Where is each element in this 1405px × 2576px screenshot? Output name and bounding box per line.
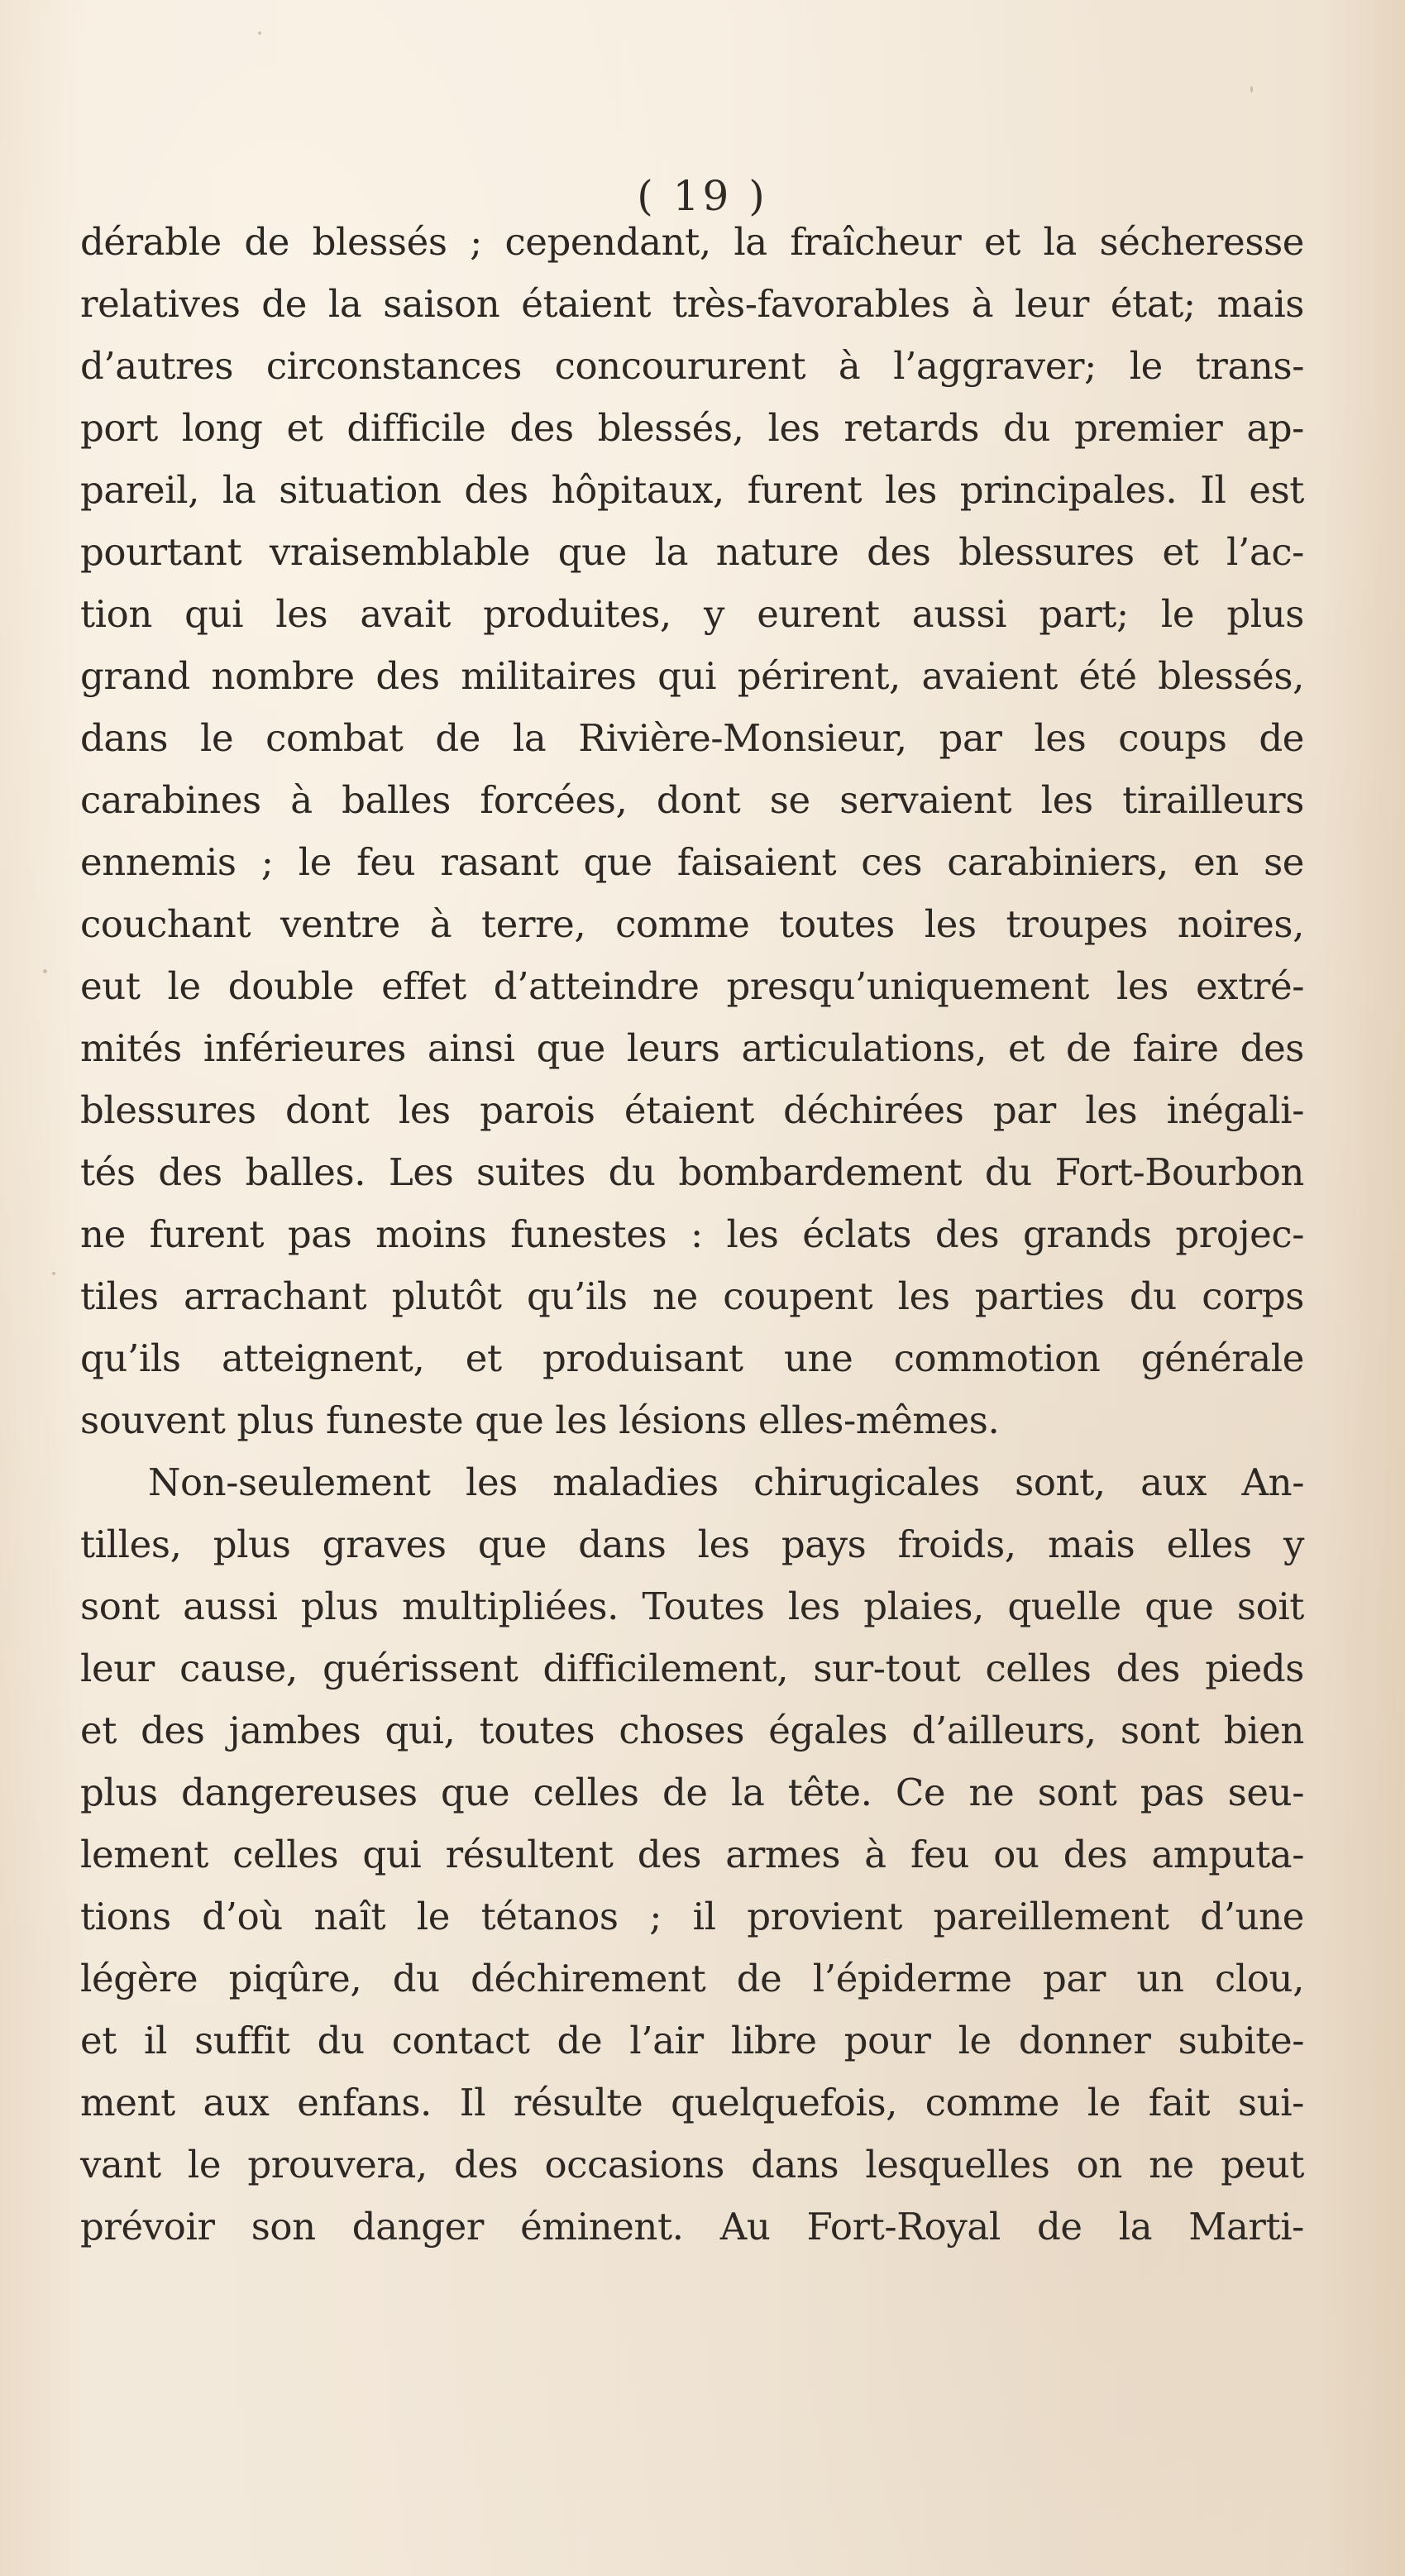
text-line: légère piqûre, du déchirement de l’épiderme par un clou,	[80, 1957, 1304, 2000]
text-line: pourtant vraisemblable que la nature des blessures et l’ac-	[80, 530, 1304, 574]
text-line: dans le combat de la Rivière-Monsieur, par les coups de	[80, 716, 1304, 760]
text-line: tiles arrachant plutôt qu’ils ne coupent les parties du corps	[80, 1274, 1304, 1318]
paper-speck	[52, 1272, 55, 1275]
paper-speck	[1250, 86, 1253, 93]
text-line: carabines à balles forcées, dont se servaient les tirailleurs	[80, 778, 1304, 822]
text-line: ment aux enfans. Il résulte quelquefois, comme le fait sui-	[80, 2081, 1304, 2124]
text-line: eut le double effet d’atteindre presqu’uniquement les extré-	[80, 964, 1304, 1008]
text-line: et des jambes qui, toutes choses égales d’ailleurs, sont bien	[80, 1709, 1304, 1752]
text-line: tion qui les avait produites, y eurent aussi part; le plus	[80, 592, 1304, 636]
text-line: ne furent pas moins funestes : les éclats des grands projec-	[80, 1212, 1304, 1256]
text-line: couchant ventre à terre, comme toutes les troupes noires,	[80, 902, 1304, 946]
text-line: relatives de la saison étaient très-favorables à leur état; mais	[80, 282, 1304, 326]
text-line: plus dangereuses que celles de la tête. Ce ne sont pas seu-	[80, 1771, 1304, 1814]
text-line: grand nombre des militaires qui périrent, avaient été blessés,	[80, 654, 1304, 698]
text-line: tilles, plus graves que dans les pays froids, mais elles y	[80, 1522, 1304, 1566]
text-line: blessures dont les parois étaient déchirées par les inégali-	[80, 1088, 1304, 1132]
text-line: lement celles qui résultent des armes à feu ou des amputa-	[80, 1833, 1304, 1876]
text-line: dérable de blessés ; cependant, la fraîcheur et la sécheresse	[80, 220, 1304, 264]
text-line: port long et difficile des blessés, les retards du premier ap-	[80, 406, 1304, 450]
text-line: et il suffit du contact de l’air libre pour le donner subite-	[80, 2019, 1304, 2062]
paper-speck	[258, 31, 261, 35]
text-line: leur cause, guérissent difficilement, sur-tout celles des pieds	[80, 1646, 1304, 1690]
text-line: d’autres circonstances concoururent à l’aggraver; le trans-	[80, 344, 1304, 388]
page-number: ( 19 )	[637, 172, 768, 220]
text-line: sont aussi plus multipliées. Toutes les plaies, quelle que soit	[80, 1584, 1304, 1628]
body-text	[80, 211, 1304, 2258]
text-line: mités inférieures ainsi que leurs articulations, et de faire des	[80, 1026, 1304, 1070]
text-line: pareil, la situation des hôpitaux, furent les principales. Il est	[80, 468, 1304, 512]
text-line: qu’ils atteignent, et produisant une commotion générale	[80, 1336, 1304, 1380]
text-line: tions d’où naît le tétanos ; il provient pareillement d’une	[80, 1895, 1304, 1938]
text-line: prévoir son danger éminent. Au Fort-Royal de la Marti-	[80, 2205, 1304, 2249]
text-line: tés des balles. Les suites du bombardement du Fort-Bourbon	[80, 1150, 1304, 1194]
paper-speck	[43, 969, 47, 973]
text-line: vant le prouvera, des occasions dans lesquelles on ne peut	[80, 2143, 1304, 2186]
paragraph-start-line: Non-seulement les maladies chirugicales sont, aux An-	[148, 1460, 1304, 1504]
text-line: ennemis ; le feu rasant que faisaient ces carabiniers, en se	[80, 840, 1304, 884]
paragraph-end-line: souvent plus funeste que les lésions elles-mêmes.	[80, 1398, 1000, 1442]
